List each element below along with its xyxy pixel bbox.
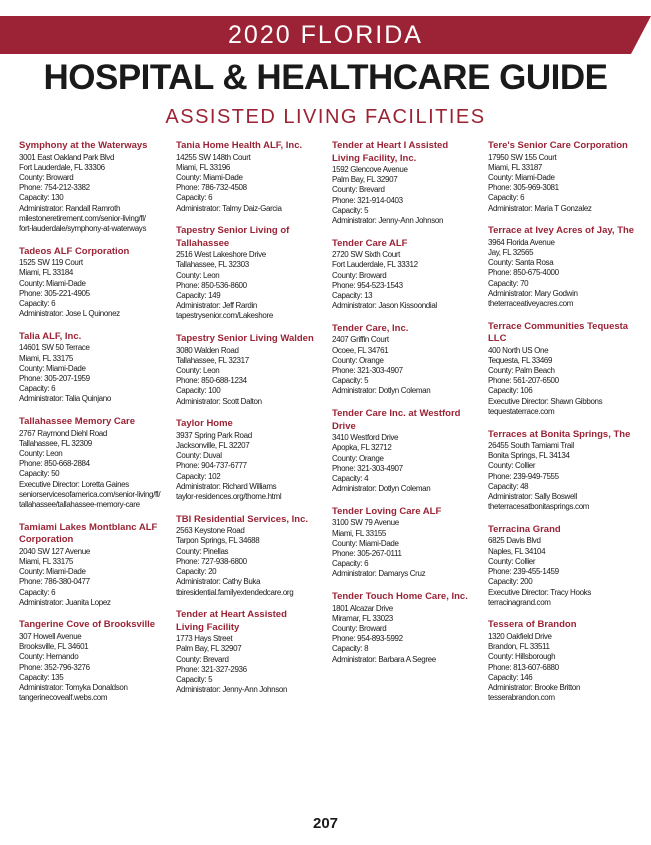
facility-name: Tender Care Inc. at Westford Drive — [332, 408, 461, 432]
facility-detail-line: Phone: 850-536-8600 — [176, 280, 247, 290]
facility-detail-line: Tarpon Springs, FL 34688 — [176, 536, 260, 546]
facility-detail-line: Executive Director: Tracy Hooks — [488, 587, 591, 597]
facility-detail-line: Administrator: Dotlyn Coleman — [332, 484, 431, 494]
facility-detail-line: County: Pinellas — [176, 546, 229, 556]
facility-detail-line: Capacity: 6 — [176, 193, 213, 203]
facility-detail-line: Administrator: Randall Ramroth — [19, 203, 121, 213]
facility-detail-line: Phone: 305-207-1959 — [19, 373, 90, 383]
facility-entry — [488, 225, 643, 309]
facility-detail-line: Administrator: Dotlyn Coleman — [332, 386, 431, 396]
facility-detail-line: fort-lauderdale/symphony-at-waterways — [19, 223, 147, 233]
facility-detail-line: County: Broward — [332, 270, 387, 280]
facility-detail-line: County: Hernando — [19, 652, 79, 662]
facility-name: Tender Loving Care ALF — [332, 505, 442, 517]
facility-detail-line: 3001 East Oakland Park Blvd — [19, 152, 115, 162]
facility-detail-line: 1801 Alcazar Drive — [332, 603, 393, 613]
facility-detail-line: Administrator: Scott Dalton — [176, 396, 262, 406]
facility-detail-line: Capacity: 6 — [19, 384, 56, 394]
facility-entry — [19, 619, 159, 703]
facility-detail-line: County: Miami-Dade — [19, 567, 86, 577]
facility-detail-line: 2563 Keystone Road — [176, 526, 245, 536]
facility-detail-line: Brandon, FL 33511 — [488, 642, 550, 652]
facility-detail-line: Capacity: 13 — [332, 291, 373, 301]
facility-name: Terracina Grand — [488, 523, 561, 535]
facility-entry — [176, 140, 324, 214]
facility-detail-line: Jay, FL 32565 — [488, 247, 534, 257]
facility-detail-line: Miami, FL 33155 — [332, 528, 387, 538]
facility-name: Tender Care ALF — [332, 237, 408, 249]
facility-detail-line: Capacity: 200 — [488, 577, 533, 587]
facility-detail-line: Administrator: Jenny-Ann Johnson — [176, 685, 288, 695]
facility-detail-line: Miami, FL 33196 — [176, 162, 231, 172]
facility-detail-line: County: Hillsborough — [488, 652, 556, 662]
facility-detail-line: Phone: 321-303-4907 — [332, 463, 403, 473]
facility-detail-line: Capacity: 5 — [332, 376, 369, 386]
facility-detail-line: 2407 Griffin Court — [332, 335, 389, 345]
facility-detail-line: County: Miami-Dade — [488, 172, 555, 182]
facility-detail-line: Phone: 850-688-1234 — [176, 376, 247, 386]
facility-detail-line: Miami, FL 33175 — [19, 556, 74, 566]
facility-detail-line: Capacity: 6 — [19, 298, 56, 308]
facility-detail-line: tesserabrandon.com — [488, 693, 555, 703]
facility-detail-line: County: Orange — [332, 453, 384, 463]
facility-name: Tender Care, Inc. — [332, 322, 409, 334]
facility-entry — [19, 246, 159, 320]
page-number: 207 — [312, 815, 339, 832]
facility-detail-line: County: Broward — [332, 624, 387, 633]
facility-detail-line: Phone: 786-380-0477 — [19, 577, 90, 587]
facility-detail-line: Phone: 904-737-6777 — [176, 461, 247, 471]
facility-detail-line: Capacity: 6 — [19, 587, 56, 597]
facility-detail-line: Tallahassee, FL 32303 — [176, 260, 249, 270]
facility-name: Tessera of Brandon — [488, 619, 577, 631]
facility-detail-line: 400 North US One — [488, 345, 549, 355]
facility-entry — [488, 524, 643, 608]
facility-detail-line: Capacity: 5 — [332, 205, 369, 215]
facility-detail-line: Capacity: 149 — [176, 291, 221, 301]
facility-detail-line: Fort Lauderdale, FL 33312 — [332, 260, 418, 270]
facility-name: Tamiami Lakes Montblanc ALF — [19, 521, 158, 533]
facility-name: Talia ALF, Inc. — [19, 330, 82, 342]
facility-detail-line: theterracesatbonitasprings.com — [488, 502, 590, 512]
facility-detail-line: Administrator: Cathy Buka — [176, 577, 261, 587]
facility-detail-line: 14601 SW 50 Terrace — [19, 343, 90, 353]
facility-detail-line: Capacity: 106 — [488, 386, 533, 396]
facility-name: Tania Home Health ALF, Inc. — [176, 140, 303, 151]
facility-name: Taylor Home — [176, 418, 233, 430]
facility-detail-line: County: Santa Rosa — [488, 258, 554, 268]
facility-entry — [332, 408, 482, 494]
facility-entry — [332, 140, 482, 226]
facility-detail-line: Phone: 239-949-7555 — [488, 471, 559, 481]
facility-detail-line: County: Leon — [19, 448, 63, 458]
facility-detail-line: 6825 Davis Blvd — [488, 536, 541, 546]
facility-detail-line: Capacity: 135 — [19, 672, 64, 682]
facility-detail-line: Administrator: Jason Kissoondial — [332, 301, 437, 311]
facility-detail-line: Palm Bay, FL 32907 — [332, 175, 398, 185]
facility-detail-line: Phone: 727-938-6800 — [176, 556, 247, 566]
facility-detail-line: Administrator: Sally Boswell — [488, 492, 577, 502]
facility-entry — [176, 514, 324, 598]
facility-entry — [488, 321, 643, 417]
facility-detail-line: Naples, FL 34104 — [488, 546, 546, 556]
facility-detail-line: Capacity: 20 — [176, 567, 217, 577]
facility-detail-line: tallahassee/tallahassee-memory-care — [19, 499, 140, 509]
facility-detail-line: Capacity: 5 — [176, 675, 213, 685]
facility-detail-line: County: Brevard — [176, 654, 229, 664]
banner-title: 2020 FLORIDA — [228, 21, 423, 49]
facility-detail-line: Ocoee, FL 34761 — [332, 345, 389, 355]
facility-entry — [19, 416, 159, 510]
facility-detail-line: Capacity: 100 — [176, 386, 221, 396]
facility-detail-line: Capacity: 4 — [332, 473, 369, 483]
facility-detail-line: Executive Director: Shawn Gibbons — [488, 396, 603, 406]
facility-entry — [176, 609, 324, 695]
facility-entry — [19, 140, 159, 234]
facility-entry — [488, 429, 643, 513]
facility-detail-line: 1525 SW 119 Court — [19, 258, 83, 268]
facility-entry — [332, 323, 482, 397]
facility-detail-line: Phone: 305-221-4905 — [19, 288, 90, 298]
facility-detail-line: 1773 Hays Street — [176, 634, 233, 644]
facility-detail-line: 3964 Florida Avenue — [488, 237, 555, 247]
facility-detail-line: Phone: 321-327-2936 — [176, 664, 247, 674]
facility-detail-line: Phone: 305-267-0111 — [332, 548, 402, 558]
facility-detail-line: Phone: 813-607-6880 — [488, 662, 559, 672]
facility-detail-line: Administrator: Talia Quinjano — [19, 394, 111, 404]
facility-detail-line: County: Miami-Dade — [19, 363, 86, 373]
facility-detail-line: Administrator: Jeff Rardin — [176, 301, 258, 311]
facility-entry — [176, 418, 324, 502]
facility-entry — [488, 619, 643, 703]
facility-entry — [488, 140, 643, 214]
facility-detail-line: 2516 West Lakeshore Drive — [176, 250, 266, 260]
facility-detail-line: Capacity: 130 — [19, 193, 64, 203]
facility-entry — [176, 225, 324, 321]
facility-detail-line: Executive Director: Loretta Gaines — [19, 479, 129, 489]
facility-detail-line: tequestaterrace.com — [488, 406, 555, 416]
facility-detail-line: Phone: 754-212-3382 — [19, 183, 90, 193]
facility-detail-line: 3100 SW 79 Avenue — [332, 518, 399, 528]
facility-name: Tallahassee Memory Care — [19, 416, 135, 428]
facility-name: TBI Residential Services, Inc. — [176, 513, 308, 525]
facility-detail-line: Capacity: 6 — [488, 193, 525, 203]
facility-detail-line: Fort Lauderdale, FL 33306 — [19, 162, 105, 172]
facility-detail-line: Miami, FL 33187 — [488, 162, 543, 172]
facility-entry — [176, 333, 324, 407]
facility-detail-line: Administrator: Richard Williams — [176, 481, 277, 491]
facility-detail-line: County: Collier — [488, 556, 536, 566]
facility-detail-line: County: Broward — [19, 172, 74, 182]
header-banner — [0, 16, 651, 54]
facility-entry — [332, 591, 482, 665]
facility-detail-line: County: Collier — [488, 461, 536, 471]
facility-detail-line: Capacity: 48 — [488, 481, 529, 491]
facility-detail-line: County: Miami-Dade — [19, 278, 86, 288]
facility-detail-line: tangerinecovealf.webs.com — [19, 693, 108, 703]
facility-detail-line: Administrator: Tomyka Donaldson — [19, 682, 128, 692]
facility-detail-line: Phone: 850-668-2884 — [19, 459, 90, 469]
facility-detail-line: Administrator: Barbara A Segree — [332, 654, 436, 664]
facility-detail-line: Capacity: 102 — [176, 471, 221, 481]
facility-detail-line: County: Orange — [332, 355, 384, 365]
facility-detail-line: 3080 Walden Road — [176, 345, 239, 355]
section-title: ASSISTED LIVING FACILITIES — [165, 106, 486, 128]
page-title: HOSPITAL & HEALTHCARE GUIDE — [43, 58, 608, 97]
facility-name: Terrace Communities Tequesta LLC — [488, 320, 629, 345]
facility-detail-line: Phone: 321-303-4907 — [332, 366, 403, 376]
facility-detail-line: 2767 Raymond Diehl Road — [19, 428, 108, 438]
facility-detail-line: Phone: 321-914-0403 — [332, 195, 403, 205]
facility-entry — [332, 506, 482, 580]
facility-detail-line: seniorservicesofamerica.com/senior-living/fl/ — [19, 489, 161, 499]
facility-detail-line: County: Miami-Dade — [332, 538, 399, 548]
facility-detail-line: County: Miami-Dade — [176, 172, 243, 182]
facility-detail-line: Administrator: Maria T Gonzalez — [488, 203, 592, 213]
facility-detail-line: Phone: 561-207-6500 — [488, 376, 559, 386]
facility-detail-line: Administrator: Talmy Daiz-Garcia — [176, 203, 282, 213]
facility-entry — [332, 238, 482, 312]
facility-detail-line: Palm Bay, FL 32907 — [176, 644, 242, 654]
facility-detail-line: Tequesta, FL 33469 — [488, 355, 553, 365]
facility-name: Corporation — [19, 534, 74, 546]
facility-detail-line: Phone: 954-893-5992 — [332, 634, 403, 644]
facility-name: Tere's Senior Care Corporation — [488, 140, 628, 151]
facility-detail-line: Miami, FL 33175 — [19, 353, 74, 363]
facility-detail-line: Tallahassee, FL 32309 — [19, 438, 92, 448]
facility-detail-line: Phone: 305-969-3081 — [488, 183, 559, 193]
facility-detail-line: Administrator: Damarys Cruz — [332, 569, 426, 579]
facility-detail-line: terracinagrand.com — [488, 597, 551, 607]
facility-detail-line: 3410 Westford Drive — [332, 433, 399, 443]
directory-column-2 — [176, 140, 324, 707]
facility-detail-line: County: Leon — [176, 270, 220, 280]
facility-detail-line: Miami, FL 33184 — [19, 268, 74, 278]
facility-detail-line: Phone: 352-796-3276 — [19, 662, 90, 672]
facility-detail-line: Administrator: Jose L Quinonez — [19, 309, 120, 319]
facility-detail-line: theterraceativeyacres.com — [488, 298, 574, 308]
facility-entry — [19, 522, 159, 608]
facility-detail-line: tapestrysenior.com/Lakeshore — [176, 311, 273, 321]
facility-name: Tender at Heart Assisted — [176, 609, 287, 621]
facility-detail-line: milestoneretirement.com/senior-living/fl/ — [19, 213, 146, 223]
directory-column-3 — [332, 140, 482, 676]
facility-name: Tapestry Senior Living of Tallahassee — [176, 225, 290, 249]
facility-name: Tender at Heart I Assisted — [332, 140, 449, 151]
facility-detail-line: Administrator: Brooke Britton — [488, 682, 581, 692]
facility-entry — [19, 331, 159, 405]
facility-detail-line: taylor-residences.org/thome.html — [176, 492, 282, 502]
facility-detail-line: Apopka, FL 32712 — [332, 443, 392, 453]
facility-detail-line: Capacity: 6 — [332, 559, 369, 569]
facility-detail-line: 14255 SW 148th Court — [176, 152, 251, 162]
facility-detail-line: Miramar, FL 33023 — [332, 613, 393, 623]
facility-name: Symphony at the Waterways — [19, 140, 148, 151]
facility-detail-line: Capacity: 70 — [488, 278, 529, 288]
facility-detail-line: Phone: 954-523-1543 — [332, 280, 403, 290]
facility-detail-line: Administrator: Mary Godwin — [488, 288, 578, 298]
facility-detail-line: Phone: 850-675-4000 — [488, 268, 559, 278]
facility-name: Tadeos ALF Corporation — [19, 245, 130, 257]
facility-name: Tender Touch Home Care, Inc. — [332, 591, 468, 603]
facility-detail-line: Phone: 239-455-1459 — [488, 567, 559, 577]
facility-name: Living Facility — [176, 621, 240, 633]
facility-detail-line: County: Brevard — [332, 185, 385, 195]
facility-detail-line: Bonita Springs, FL 34134 — [488, 451, 570, 461]
directory-column-1 — [19, 140, 159, 715]
facility-detail-line: County: Palm Beach — [488, 366, 555, 376]
facility-detail-line: Administrator: Jenny-Ann Johnson — [332, 216, 444, 226]
facility-detail-line: Capacity: 8 — [332, 644, 369, 654]
facility-detail-line: County: Leon — [176, 366, 220, 376]
directory-column-4 — [488, 140, 643, 715]
facility-name: Tapestry Senior Living Walden — [176, 333, 314, 345]
facility-detail-line: Brooksville, FL 34601 — [19, 642, 89, 652]
facility-detail-line: 1320 Oakfield Drive — [488, 631, 552, 641]
facility-detail-line: Tallahassee, FL 32317 — [176, 355, 249, 365]
facility-name: Living Facility, Inc. — [332, 152, 417, 164]
facility-name: Terraces at Bonita Springs, The — [488, 428, 631, 440]
facility-detail-line: Capacity: 146 — [488, 672, 533, 682]
facility-detail-line: 307 Howell Avenue — [19, 631, 82, 641]
facility-detail-line: Administrator: Juanita Lopez — [19, 597, 111, 607]
facility-detail-line: 3937 Spring Park Road — [176, 430, 252, 440]
facility-detail-line: Capacity: 50 — [19, 469, 60, 479]
facility-detail-line: tbiresidential.familyextendedcare.org — [176, 587, 294, 597]
facility-detail-line: 1592 Glencove Avenue — [332, 165, 408, 174]
facility-detail-line: County: Duval — [176, 451, 222, 461]
facility-name: Terrace at Ivey Acres of Jay, The — [488, 225, 635, 237]
facility-detail-line: 2040 SW 127 Avenue — [19, 546, 90, 556]
facility-detail-line: Jacksonville, FL 32207 — [176, 441, 250, 451]
facility-name: Tangerine Cove of Brooksville — [19, 619, 156, 631]
facility-detail-line: Phone: 786-732-4508 — [176, 183, 247, 193]
facility-detail-line: 2720 SW Sixth Court — [332, 250, 401, 260]
facility-detail-line: 17950 SW 155 Court — [488, 152, 557, 162]
facility-detail-line: 26455 South Tamiami Trail — [488, 441, 574, 451]
